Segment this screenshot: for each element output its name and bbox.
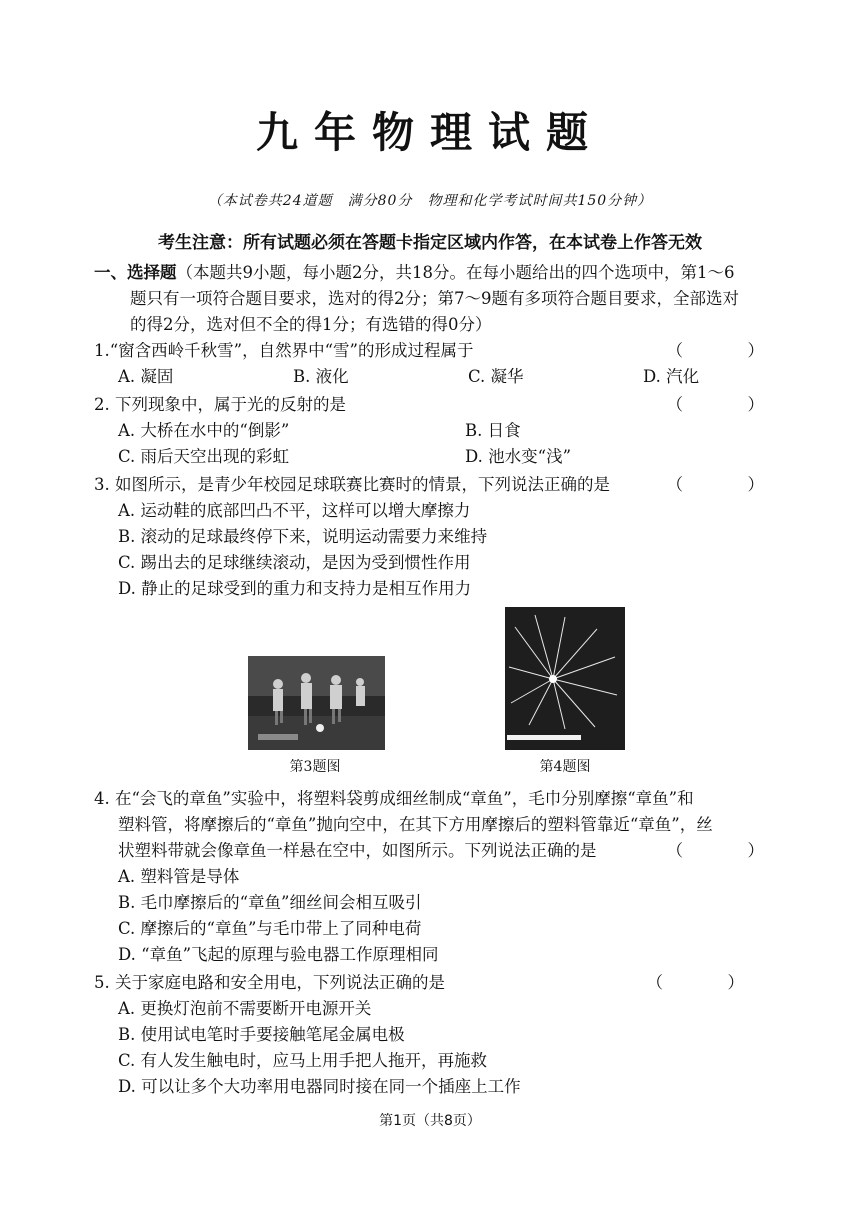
section-heading: 一、选择题 xyxy=(94,263,177,282)
option-c: C. 有人发生触电时，应马上用手把人拖开，再施救 xyxy=(118,1051,488,1070)
answer-blank: （ ） xyxy=(646,973,768,992)
option-d: D. 静止的足球受到的重力和支持力是相互作用力 xyxy=(118,579,472,598)
option-b: B. 液化 xyxy=(293,367,349,386)
answer-blank: （ ） xyxy=(666,841,788,860)
option-a: A. 塑料管是导体 xyxy=(118,867,240,886)
option-a: A. 运动鞋的底部凹凸不平，这样可以增大摩擦力 xyxy=(118,501,471,520)
question-stem: 5. 关于家庭电路和安全用电，下列说法正确的是 xyxy=(94,973,445,992)
option-c: C. 凝华 xyxy=(468,367,524,386)
question-stem: 1.“窗含西岭千秋雪”，自然界中“雪”的形成过程属于 xyxy=(94,341,474,360)
exam-info: （本试卷共24道题 满分80分 物理和化学考试时间共150分钟） xyxy=(207,193,653,209)
question-stem: 3. 如图所示，是青少年校园足球联赛比赛时的情景，下列说法正确的是 xyxy=(94,475,610,494)
question-stem-line-2: 塑料管，将摩擦后的“章鱼”抛向空中，在其下方用摩擦后的塑料管靠近“章鱼”，丝 xyxy=(118,815,713,834)
question-2 xyxy=(94,392,812,470)
option-d: D. “章鱼”飞起的原理与验电器工作原理相同 xyxy=(118,945,439,964)
figure-4-static-octopus-photo xyxy=(505,607,625,750)
question-5 xyxy=(94,970,774,1100)
answer-blank: （ ） xyxy=(666,341,788,360)
option-b: B. 毛巾摩擦后的“章鱼”细丝间会相互吸引 xyxy=(118,893,422,912)
figure-4-caption: 第4题图 xyxy=(539,759,591,775)
option-d: D. 汽化 xyxy=(643,367,700,386)
option-c: C. 雨后天空出现的彩虹 xyxy=(118,447,290,466)
option-b: B. 使用试电笔时手要接触笔尾金属电极 xyxy=(118,1025,405,1044)
page-number: 第1页（共8页） xyxy=(379,1113,481,1129)
question-stem-line-3: 状塑料带就会像章鱼一样悬在空中，如图所示。下列说法正确的是 xyxy=(118,841,597,860)
option-c: C. 踢出去的足球继续滚动，是因为受到惯性作用 xyxy=(118,553,471,572)
option-d: D. 可以让多个大功率用电器同时接在同一个插座上工作 xyxy=(118,1077,521,1096)
question-1 xyxy=(94,338,818,390)
exam-notice: 考生注意：所有试题必须在答题卡指定区域内作答，在本试卷上作答无效 xyxy=(158,233,702,253)
answer-blank: （ ） xyxy=(666,395,788,414)
question-stem-line-1: 4. 在“会飞的章鱼”实验中，将塑料袋剪成细丝制成“章鱼”，毛巾分别摩擦“章鱼”和 xyxy=(94,789,694,808)
option-a: A. 大桥在水中的“倒影” xyxy=(118,421,290,440)
answer-blank: （ ） xyxy=(666,475,788,494)
section-line-2: 题只有一项符合题目要求，选对的得2分；第7～9题有多项符合题目要求，全部选对 xyxy=(130,289,739,308)
option-b: B. 滚动的足球最终停下来，说明运动需要力来维持 xyxy=(118,527,488,546)
section-line-1: （本题共9小题，每小题2分，共18分。在每小题给出的四个选项中，第1～6 xyxy=(176,263,735,282)
page-title: 九年物理试题 xyxy=(255,108,604,157)
question-stem: 2. 下列现象中，属于光的反射的是 xyxy=(94,395,346,414)
figure-3-soccer-photo xyxy=(248,656,385,750)
option-a: A. 凝固 xyxy=(118,367,174,386)
option-b: B. 日食 xyxy=(465,421,521,440)
option-d: D. 池水变“浅” xyxy=(465,447,572,466)
option-a: A. 更换灯泡前不需要断开电源开关 xyxy=(118,999,372,1018)
figure-3-caption: 第3题图 xyxy=(289,759,341,775)
section-line-3: 的得2分，选对但不全的得1分；有选错的得0分） xyxy=(130,315,492,334)
section-instructions xyxy=(94,260,794,338)
question-4 xyxy=(94,786,794,968)
option-c: C. 摩擦后的“章鱼”与毛巾带上了同种电荷 xyxy=(118,919,422,938)
question-3 xyxy=(94,472,794,602)
